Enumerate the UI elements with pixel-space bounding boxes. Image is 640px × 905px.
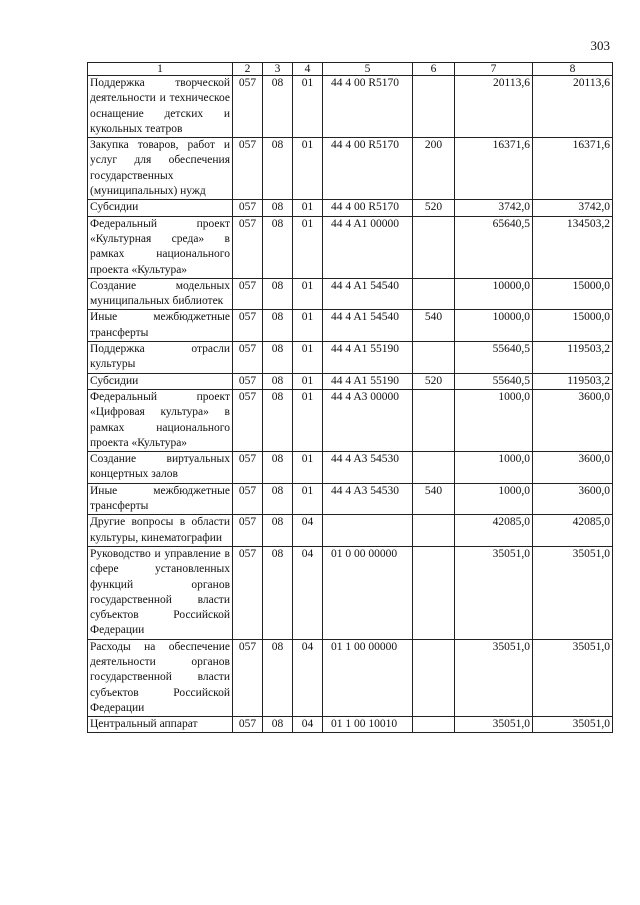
- row-ved: 057: [233, 373, 263, 389]
- table-row: [88, 278, 613, 310]
- row-csr: 01 1 00 00000: [323, 639, 413, 716]
- row-pr: 01: [293, 278, 323, 310]
- row-ved: 057: [233, 639, 263, 716]
- row-rz: 08: [263, 76, 293, 138]
- row-amount-1: 55640,5: [455, 342, 533, 374]
- row-amount-2: 16371,6: [533, 138, 613, 200]
- row-rz: 08: [263, 452, 293, 484]
- col-header-6: 6: [413, 63, 455, 76]
- row-rz: 08: [263, 717, 293, 733]
- row-csr: 44 4 A1 54540: [323, 310, 413, 342]
- row-ved: 057: [233, 452, 263, 484]
- row-vr: [413, 546, 455, 639]
- row-pr: 01: [293, 452, 323, 484]
- table-row: [88, 310, 613, 342]
- row-amount-2: 3600,0: [533, 452, 613, 484]
- row-vr: 200: [413, 138, 455, 200]
- row-name: Федеральный проект «Цифровая культура» в рамках национального проекта «Культура»: [88, 389, 233, 451]
- row-rz: 08: [263, 216, 293, 278]
- row-csr: 44 4 A1 00000: [323, 216, 413, 278]
- row-amount-2: 35051,0: [533, 639, 613, 716]
- row-ved: 057: [233, 138, 263, 200]
- row-vr: 520: [413, 200, 455, 216]
- row-name: Создание виртуальных концертных залов: [88, 452, 233, 484]
- row-vr: 540: [413, 310, 455, 342]
- row-name: Центральный аппарат: [88, 717, 233, 733]
- row-pr: 04: [293, 546, 323, 639]
- row-name: Другие вопросы в области культуры, кинематографии: [88, 515, 233, 547]
- row-csr: [323, 515, 413, 547]
- col-header-7: 7: [455, 63, 533, 76]
- row-amount-1: 65640,5: [455, 216, 533, 278]
- row-pr: 01: [293, 310, 323, 342]
- row-csr: 44 4 A1 55190: [323, 373, 413, 389]
- row-name: Иные межбюджетные трансферты: [88, 483, 233, 515]
- table-row: [88, 483, 613, 515]
- row-name: Поддержка творческой деятельности и техническое оснащение детских и кукольных театров: [88, 76, 233, 138]
- col-header-8: 8: [533, 63, 613, 76]
- row-ved: 057: [233, 76, 263, 138]
- row-pr: 01: [293, 389, 323, 451]
- row-name: Субсидии: [88, 200, 233, 216]
- row-csr: 44 4 00 R5170: [323, 138, 413, 200]
- row-amount-2: 119503,2: [533, 342, 613, 374]
- page-number: 303: [590, 38, 610, 53]
- row-vr: [413, 515, 455, 547]
- row-rz: 08: [263, 310, 293, 342]
- row-pr: 01: [293, 138, 323, 200]
- table-row: [88, 76, 613, 138]
- table-row: [88, 546, 613, 639]
- header-row: [88, 63, 613, 76]
- row-amount-1: 35051,0: [455, 639, 533, 716]
- col-header-2: 2: [233, 63, 263, 76]
- row-vr: [413, 639, 455, 716]
- row-amount-1: 1000,0: [455, 389, 533, 451]
- row-name: Поддержка отрасли культуры: [88, 342, 233, 374]
- row-csr: 44 4 A1 54540: [323, 278, 413, 310]
- row-vr: 520: [413, 373, 455, 389]
- row-amount-1: 35051,0: [455, 717, 533, 733]
- row-amount-2: 3742,0: [533, 200, 613, 216]
- row-rz: 08: [263, 546, 293, 639]
- row-pr: 01: [293, 373, 323, 389]
- row-pr: 01: [293, 483, 323, 515]
- row-amount-1: 10000,0: [455, 310, 533, 342]
- row-ved: 057: [233, 546, 263, 639]
- col-header-3: 3: [263, 63, 293, 76]
- row-csr: 01 0 00 00000: [323, 546, 413, 639]
- row-amount-2: 3600,0: [533, 483, 613, 515]
- table-row: [88, 342, 613, 374]
- table-row: [88, 515, 613, 547]
- row-ved: 057: [233, 200, 263, 216]
- row-name: Руководство и управление в сфере установленных функций органов государственной власти субъектов Российской Федерации: [88, 546, 233, 639]
- row-pr: 04: [293, 717, 323, 733]
- row-rz: 08: [263, 200, 293, 216]
- row-amount-2: 20113,6: [533, 76, 613, 138]
- row-vr: [413, 278, 455, 310]
- table-row: [88, 452, 613, 484]
- row-csr: 44 4 00 R5170: [323, 200, 413, 216]
- row-vr: [413, 452, 455, 484]
- row-amount-2: 35051,0: [533, 546, 613, 639]
- row-vr: [413, 717, 455, 733]
- row-ved: 057: [233, 515, 263, 547]
- row-vr: 540: [413, 483, 455, 515]
- row-vr: [413, 76, 455, 138]
- row-pr: 01: [293, 216, 323, 278]
- row-csr: 44 4 00 R5170: [323, 76, 413, 138]
- row-csr: 44 4 A3 00000: [323, 389, 413, 451]
- table-row: [88, 138, 613, 200]
- budget-table: [87, 62, 613, 733]
- row-amount-2: 119503,2: [533, 373, 613, 389]
- row-rz: 08: [263, 483, 293, 515]
- row-ved: 057: [233, 717, 263, 733]
- col-header-1: 1: [88, 63, 233, 76]
- row-pr: 01: [293, 76, 323, 138]
- row-name: Расходы на обеспечение деятельности органов государственной власти субъектов Российской Федерации: [88, 639, 233, 716]
- row-amount-2: 15000,0: [533, 278, 613, 310]
- row-rz: 08: [263, 373, 293, 389]
- row-amount-1: 55640,5: [455, 373, 533, 389]
- row-name: Создание модельных муниципальных библиотек: [88, 278, 233, 310]
- row-ved: 057: [233, 310, 263, 342]
- row-amount-2: 3600,0: [533, 389, 613, 451]
- row-vr: [413, 216, 455, 278]
- col-header-5: 5: [323, 63, 413, 76]
- row-ved: 057: [233, 278, 263, 310]
- row-rz: 08: [263, 342, 293, 374]
- row-amount-2: 35051,0: [533, 717, 613, 733]
- row-rz: 08: [263, 639, 293, 716]
- row-amount-1: 42085,0: [455, 515, 533, 547]
- row-vr: [413, 389, 455, 451]
- row-csr: 44 4 A1 55190: [323, 342, 413, 374]
- row-pr: 04: [293, 515, 323, 547]
- row-csr: 01 1 00 10010: [323, 717, 413, 733]
- table-row: [88, 216, 613, 278]
- row-ved: 057: [233, 342, 263, 374]
- table-row: [88, 389, 613, 451]
- row-amount-1: 3742,0: [455, 200, 533, 216]
- row-rz: 08: [263, 515, 293, 547]
- row-amount-1: 35051,0: [455, 546, 533, 639]
- row-ved: 057: [233, 216, 263, 278]
- row-name: Субсидии: [88, 373, 233, 389]
- row-amount-2: 15000,0: [533, 310, 613, 342]
- row-rz: 08: [263, 389, 293, 451]
- row-csr: 44 4 A3 54530: [323, 452, 413, 484]
- row-ved: 057: [233, 483, 263, 515]
- row-amount-1: 10000,0: [455, 278, 533, 310]
- row-name: Иные межбюджетные трансферты: [88, 310, 233, 342]
- row-pr: 01: [293, 342, 323, 374]
- row-csr: 44 4 A3 54530: [323, 483, 413, 515]
- row-pr: 01: [293, 200, 323, 216]
- row-ved: 057: [233, 389, 263, 451]
- table-row: [88, 717, 613, 733]
- row-amount-2: 42085,0: [533, 515, 613, 547]
- row-amount-1: 16371,6: [455, 138, 533, 200]
- row-name: Закупка товаров, работ и услуг для обеспечения государственных (муниципальных) нужд: [88, 138, 233, 200]
- row-amount-1: 20113,6: [455, 76, 533, 138]
- row-pr: 04: [293, 639, 323, 716]
- row-vr: [413, 342, 455, 374]
- row-amount-1: 1000,0: [455, 452, 533, 484]
- row-amount-1: 1000,0: [455, 483, 533, 515]
- row-name: Федеральный проект «Культурная среда» в рамках национального проекта «Культура»: [88, 216, 233, 278]
- row-rz: 08: [263, 138, 293, 200]
- row-rz: 08: [263, 278, 293, 310]
- col-header-4: 4: [293, 63, 323, 76]
- table-row: [88, 373, 613, 389]
- table-row: [88, 200, 613, 216]
- row-amount-2: 134503,2: [533, 216, 613, 278]
- table-row: [88, 639, 613, 716]
